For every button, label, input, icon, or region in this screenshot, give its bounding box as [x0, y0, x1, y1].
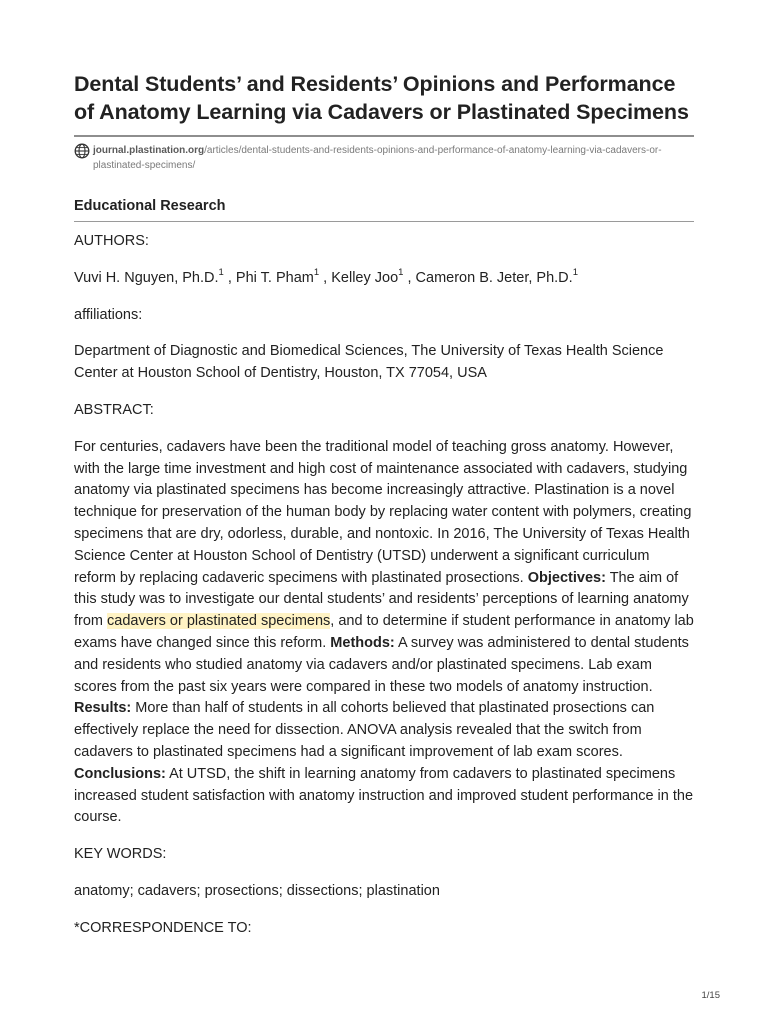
section-divider [74, 221, 694, 222]
keywords-label: KEY WORDS: [74, 846, 167, 863]
abstract-intro: For centuries, cadavers have been the traditional model of teaching gross anatomy. However, with the large time investment and high cost of maintenance associated with cadavers, studying anatomy via plastinated specimens has become increasingly attractive. Plastination is a novel technique for preservation of the human body by replacing water content with polymers, creating specimens that are dry, odorless, durable, and nontoxic. In 2016, The University of Texas Health Science Center at Houston School of Dentistry (UTSD) underwent a significant curriculum reform by replacing cadaveric specimens with plastinated prosections. [74, 438, 692, 586]
author-name: Phi T. Pham [235, 269, 314, 286]
globe-icon [74, 143, 90, 159]
affiliation-text: Department of Diagnostic and Biomedical Sciences, The University of Texas Health Science Center at Houston School of Dentistry, Houston, TX 77054, USA [74, 343, 664, 382]
title-divider [74, 135, 694, 137]
correspondence-label: *CORRESPONDENCE TO: [74, 919, 252, 936]
methods-label: Methods: [330, 634, 395, 651]
author-affiliation-mark: 1 [313, 266, 320, 278]
author-separator: , [319, 269, 332, 286]
author-affiliation-mark: 1 [398, 266, 404, 278]
source-url[interactable] [74, 143, 694, 173]
source-path: /articles/dental-students-and-residents-opinions-and-performance-of-anatomy-learning-via-cadavers-or-plastinated-specimens/ [93, 145, 662, 171]
source-domain: journal.plastination.org [93, 145, 205, 156]
author-name: Cameron B. Jeter, Ph.D. [415, 269, 573, 286]
objectives-text-end: , and to determine if student performance in anatomy lab exams have changed since this reform. [74, 613, 694, 651]
objectives-text: The aim of this study was to investigate our dental students’ and residents’ perceptions of learning anatomy from [74, 569, 689, 630]
author-affiliation-mark: 1 [218, 266, 224, 278]
author-name: Vuvi H. Nguyen, Ph.D. [74, 269, 219, 286]
results-text: More than half of students in all cohorts believed that plastinated prosections can effectively replace the need for dissection. ANOVA analysis revealed that the switch from cadavers to plastinated specimens had a significant improvement of lab exam scores. [74, 700, 655, 760]
authors-line [74, 268, 694, 290]
abstract-text [74, 437, 694, 829]
page-number: 1/15 [701, 990, 720, 1001]
objectives-label: Objectives: [527, 569, 606, 586]
article-title: Dental Students’ and Residents’ Opinions and Performance of Anatomy Learning via Cadavers or Plastinated Specimens [74, 72, 689, 124]
author-separator: , [403, 269, 416, 286]
abstract-label: ABSTRACT: [74, 401, 154, 418]
methods-text: A survey was administered to dental students and residents who studied anatomy via cadavers and/or plastinated specimens. Lab exam scores from the past six years were compared in these two models of anatomy instruction. [74, 634, 689, 695]
authors-label: AUTHORS: [74, 233, 149, 249]
article [74, 70, 694, 940]
conclusions-label: Conclusions: [74, 765, 166, 782]
author-name: Kelley Joo [331, 269, 399, 286]
conclusions-text: At UTSD, the shift in learning anatomy from cadavers to plastinated specimens increased student satisfaction with anatomy instruction and improved student performance in the course. [74, 765, 694, 826]
keywords-text: anatomy; cadavers; prosections; dissections; plastination [74, 882, 440, 899]
results-label: Results: [74, 700, 132, 717]
author-separator: , [223, 269, 236, 286]
highlighted-text: cadavers or plastinated specimens [107, 613, 331, 630]
section-heading: Educational Research [74, 198, 226, 214]
affiliations-label: affiliations: [74, 306, 143, 323]
author-affiliation-mark: 1 [572, 266, 578, 278]
